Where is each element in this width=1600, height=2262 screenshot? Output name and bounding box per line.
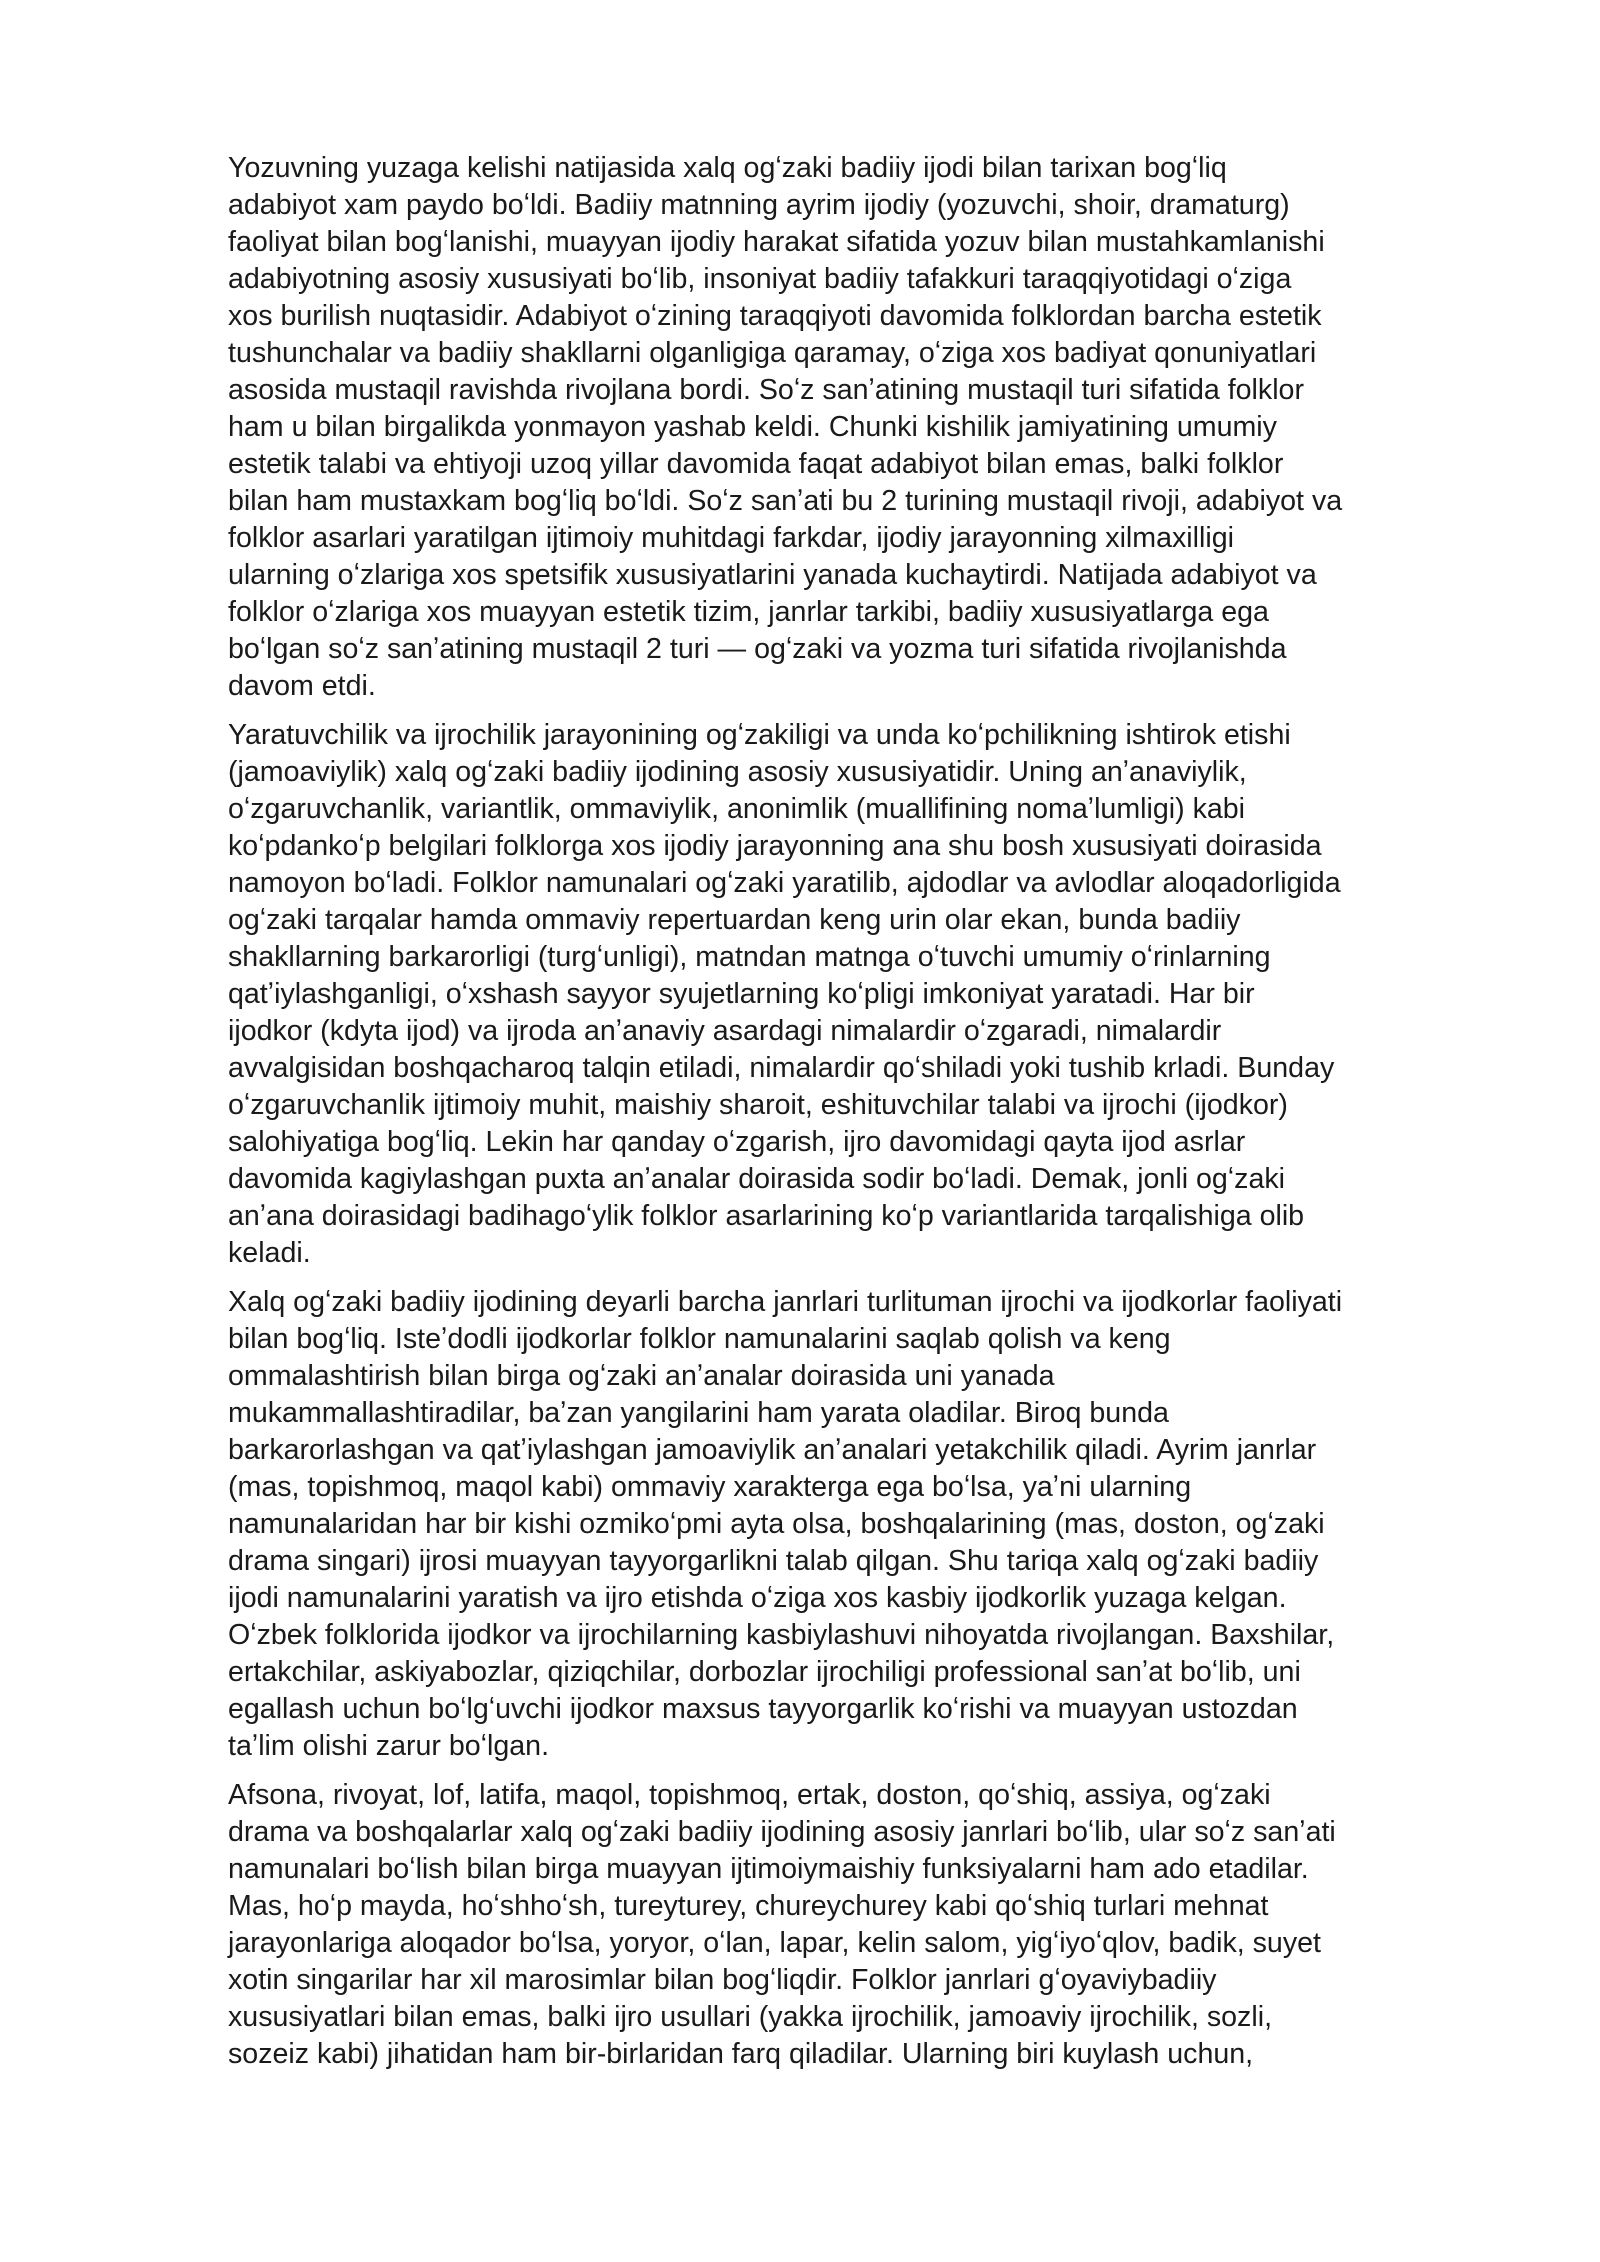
paragraph-2: Yaratuvchilik va ijrochilik jarayonining ogʻzakiligi va unda koʻpchilikning ishtirok etishi (jamoaviylik) xalq ogʻzaki badiiy ijodining asosiy xususiyatidir. Uning anʼanaviylik, oʻzgaruvchanlik, variantlik, ommaviylik, anonimlik (muallifining nomaʼlumligi) kabi koʻpdankoʻp belgilari folklorga xos ijodiy jarayonning ana shu bosh xususiyati doirasida namoyon boʻladi. Folklor namunalari ogʻzaki yaratilib, ajdodlar va avlodlar aloqadorligida ogʻzaki tarqalar hamda ommaviy repertuardan keng urin olar ekan, bunda badiiy shakllarning barkarorligi (turgʻunligi), matndan matnga oʻtuvchi umumiy oʻrinlarning qatʼiylashganligi, oʻxshash sayyor syujetlarning koʻpligi imkoniyat yaratadi. Har bir ijodkor (kdyta ijod) va ijroda anʼanaviy asardagi nimalardir oʻzgaradi, nimalardir avvalgisidan boshqacharoq talqin etiladi, nimalardir qoʻshiladi yoki tushib krladi. Bunday oʻzgaruvchanlik ijtimoiy muhit, maishiy sharoit, eshituvchilar talabi va ijrochi (ijodkor) salohiyatiga bogʻliq. Lekin har qanday oʻzgarish, ijro davomidagi qayta ijod asrlar davomida kagiylashgan puxta anʼanalar doirasida sodir boʻladi. Demak, jonli ogʻzaki anʼana doirasidagi badihagoʻylik folklor asarlarining koʻp variantlarida tarqalishiga olib keladi.	[228, 719, 1341, 1269]
paragraph-1: Yozuvning yuzaga kelishi natijasida xalq ogʻzaki badiiy ijodi bilan tarixan bogʻliq adabiyot xam paydo boʻldi. Badiiy matnning ayrim ijodiy (yozuvchi, shoir, dramaturg) faoliyat bilan bogʻlanishi, muayyan ijodiy harakat sifatida yozuv bilan mustahkamlanishi adabiyotning asosiy xususiyati boʻlib, insoniyat badiiy tafakkuri taraqqiyotidagi oʻziga xos burilish nuqtasidir. Adabiyot oʻzining taraqqiyoti davomida folklordan barcha estetik tushunchalar va badiiy shakllarni olganligiga qaramay, oʻziga xos badiyat qonuniyatlari asosida mustaqil ravishda rivojlana bordi. Soʻz sanʼatining mustaqil turi sifatida folklor ham u bilan birgalikda yonmayon yashab keldi. Chunki kishilik jamiyatining umumiy estetik talabi va ehtiyoji uzoq yillar davomida faqat adabiyot bilan emas, balki folklor bilan ham mustaxkam bogʻliq boʻldi. Soʻz sanʼati bu 2 turining mustaqil rivoji, adabiyot va folklor asarlari yaratilgan ijtimoiy muhitdagi farkdar, ijodiy jarayonning xilmaxilligi ularning oʻzlariga xos spetsifik xususiyatlarini yanada kuchaytirdi. Natijada adabiyot va folklor oʻzlariga xos muayyan estetik tizim, janrlar tarkibi, badiiy xususiyatlarga ega boʻlgan soʻz sanʼatining mustaqil 2 turi — ogʻzaki va yozma turi sifatida rivojlanishda davom etdi.	[228, 152, 1343, 702]
body-text	[228, 150, 1494, 2085]
paragraph-4: Afsona, rivoyat, lof, latifa, maqol, topishmoq, ertak, doston, qoʻshiq, assiya, ogʻzaki drama va boshqalarlar xalq ogʻzaki badiiy ijodining asosiy janrlari boʻlib, ular soʻz sanʼati namunalari boʻlish bilan birga muayyan ijtimoiymaishiy funksiyalarni ham ado etadilar. Mas, hoʻp mayda, hoʻshhoʻsh, tureyturey, chureychurey kabi qoʻshiq turlari mehnat jarayonlariga aloqador boʻlsa, yoryor, oʻlan, lapar, kelin salom, yigʻiyoʻqlov, badik, suyet xotin singarilar har xil marosimlar bilan bogʻliqdir. Folklor janrlari gʻoyaviybadiiy xususiyatlari bilan emas, balki ijro usullari (yakka ijrochilik, jamoaviy ijrochilik, sozli, sozeiz kabi) jihatidan ham bir-birlaridan farq qiladilar. Ularning biri kuylash uchun,	[228, 1779, 1336, 2070]
paragraph-3: Xalq ogʻzaki badiiy ijodining deyarli barcha janrlari turlituman ijrochi va ijodkorlar faoliyati bilan bogʻliq. Isteʼdodli ijodkorlar folklor namunalarini saqlab qolish va keng ommalashtirish bilan birga ogʻzaki anʼanalar doirasida uni yanada mukammallashtiradilar, baʼzan yangilarini ham yarata oladilar. Biroq bunda barkarorlashgan va qatʼiylashgan jamoaviylik anʼanalari yetakchilik qiladi. Ayrim janrlar (mas, topishmoq, maqol kabi) ommaviy xarakterga ega boʻlsa, yaʼni ularning namunalaridan har bir kishi ozmikoʻpmi ayta olsa, boshqalarining (mas, doston, ogʻzaki drama singari) ijrosi muayyan tayyorgarlikni talab qilgan. Shu tariqa xalq ogʻzaki badiiy ijodi namunalarini yaratish va ijro etishda oʻziga xos kasbiy ijodkorlik yuzaga kelgan. Oʻzbek folklorida ijodkor va ijrochilarning kasbiylashuvi nihoyatda rivojlangan. Baxshilar, ertakchilar, askiyabozlar, qiziqchilar, dorbozlar ijrochiligi professional sanʼat boʻlib, uni egallash uchun boʻlgʻuvchi ijodkor maxsus tayyorgarlik koʻrishi va muayyan ustozdan taʼlim olishi zarur boʻlgan.	[228, 1286, 1343, 1762]
